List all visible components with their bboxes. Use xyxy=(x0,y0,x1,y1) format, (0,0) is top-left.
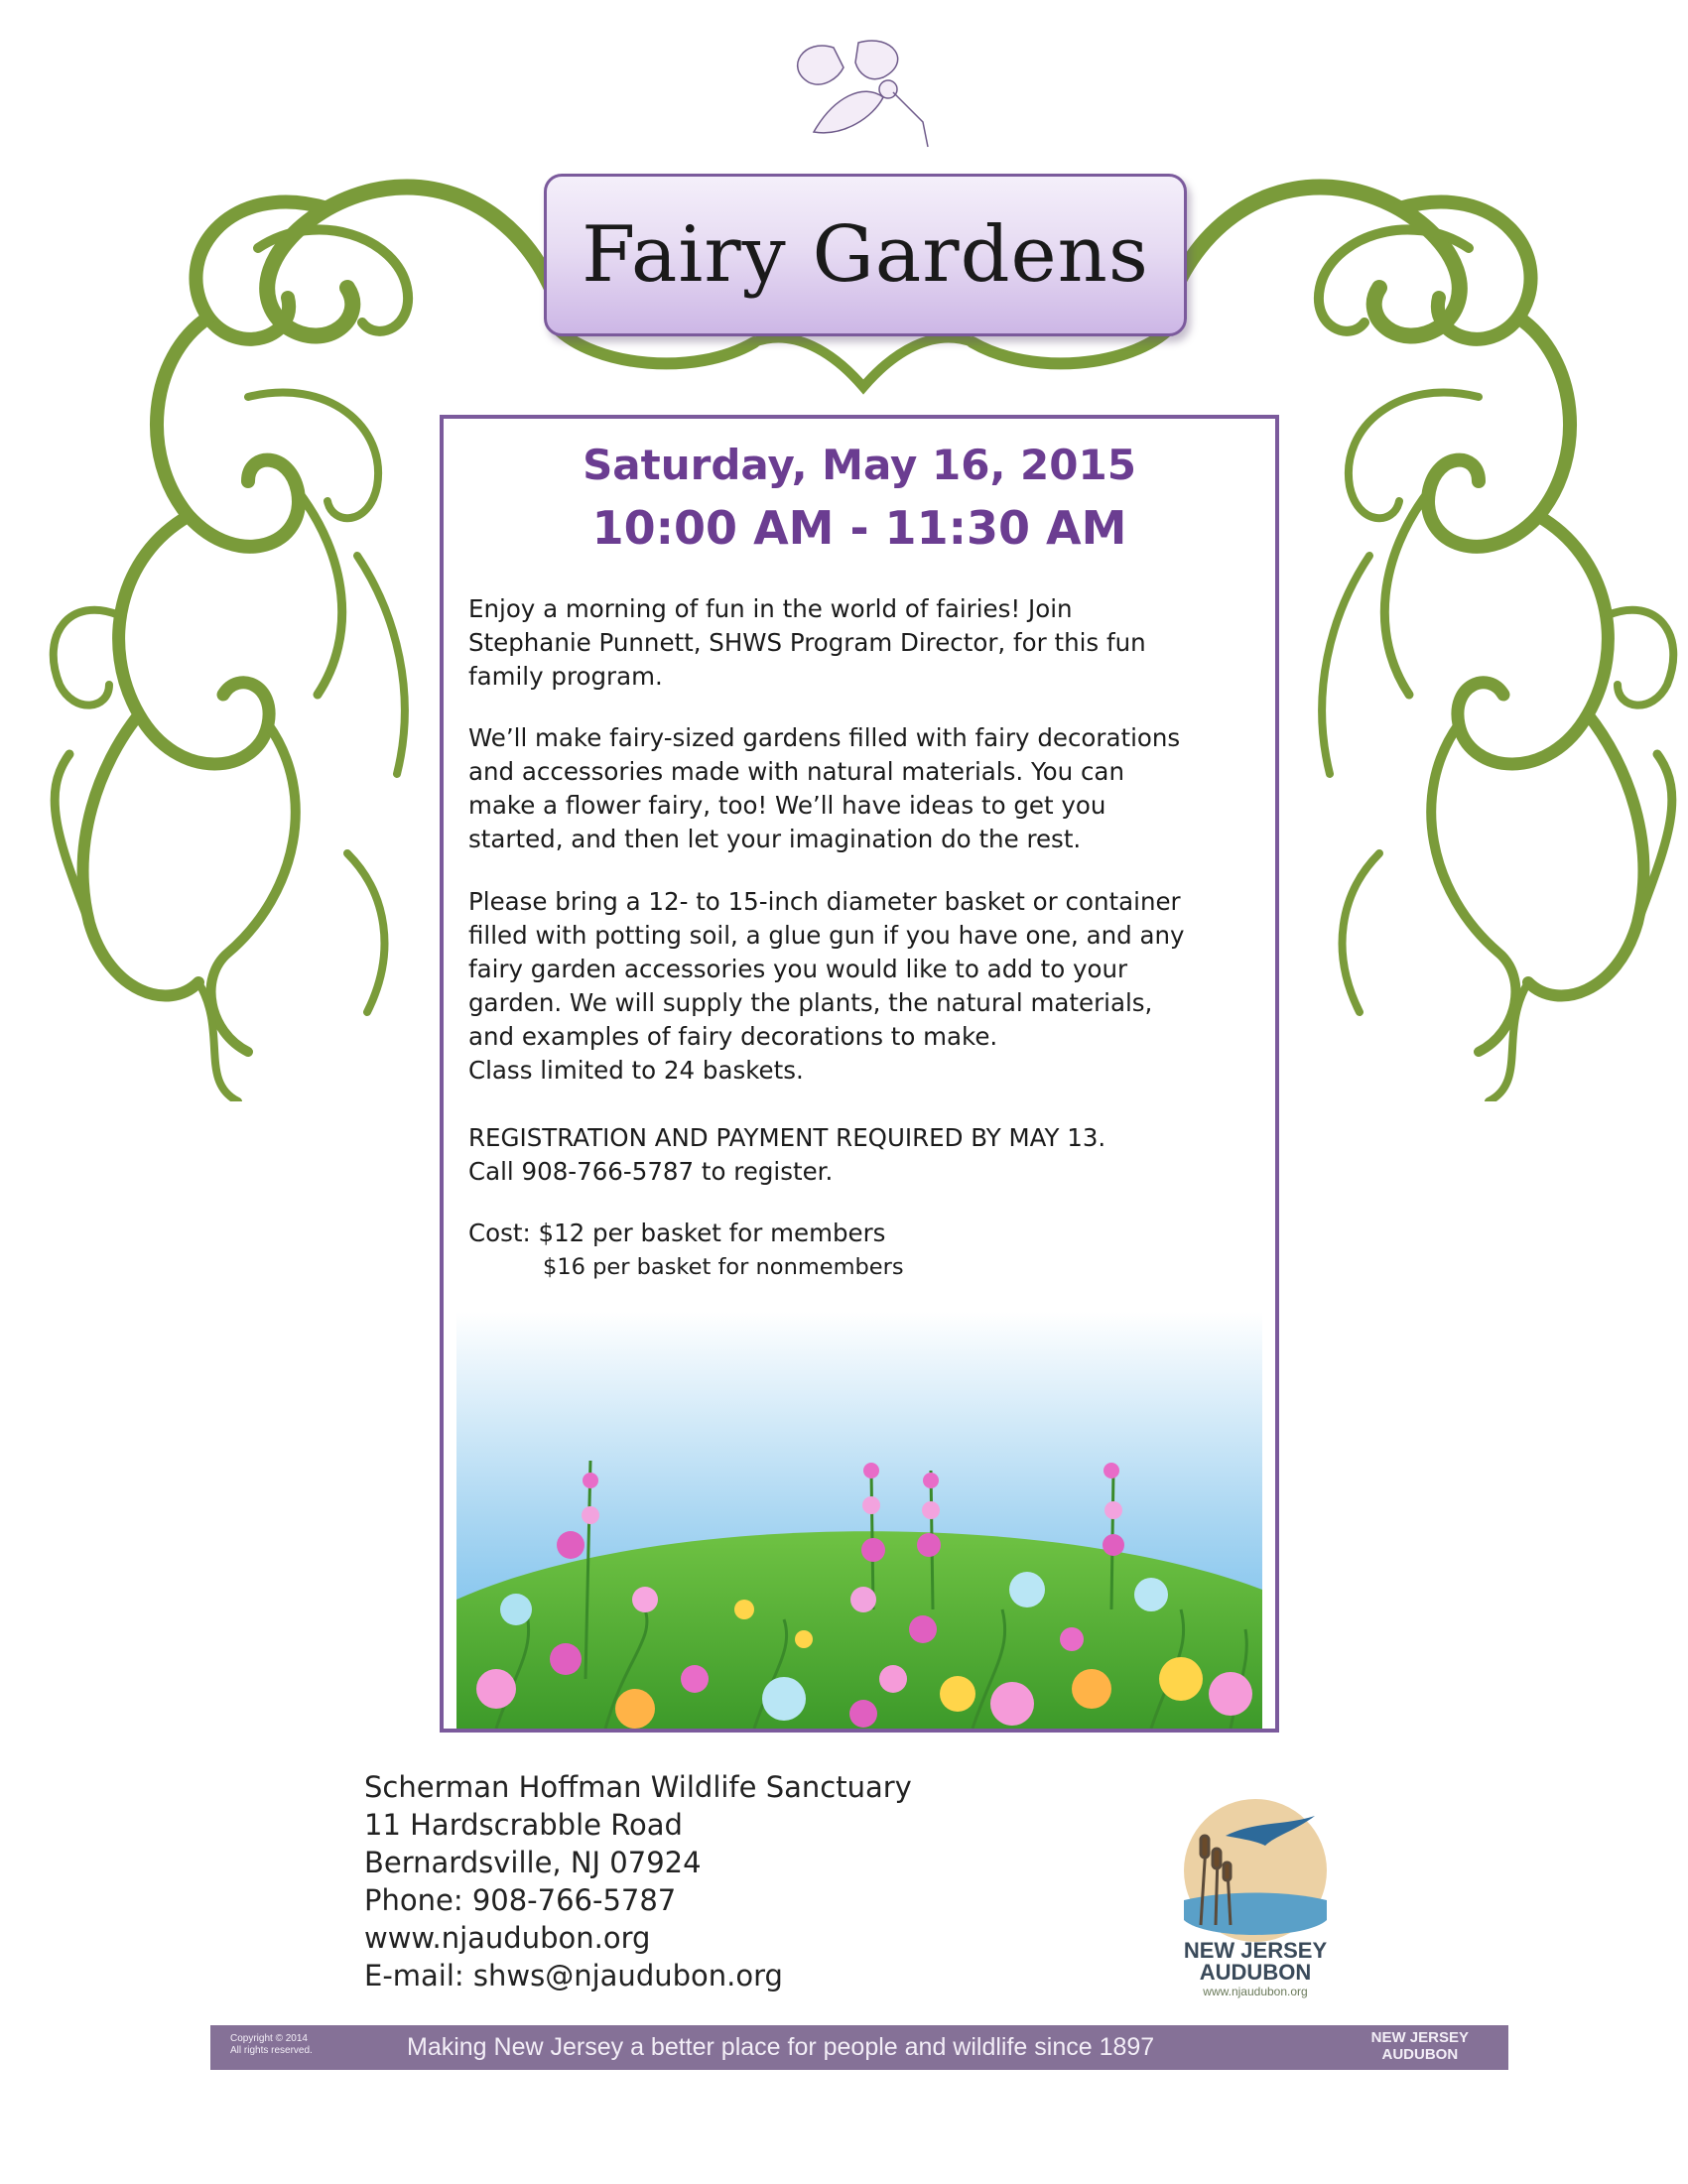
text-line: We’ll make fairy-sized gardens filled with fairy decorations xyxy=(468,723,1181,752)
text-line: Please bring a 12- to 15-inch diameter basket or container xyxy=(468,887,1181,916)
footer-logo-text: NEW JERSEY xyxy=(1370,2029,1469,2046)
text-line: started, and then let your imagination do the rest. xyxy=(468,825,1082,853)
registration-paragraph xyxy=(468,1121,1262,1189)
city-state-zip: Bernardsville, NJ 07924 xyxy=(364,1846,702,1879)
logo-wordmark xyxy=(1141,1940,1369,1984)
text-line: make a flower fairy, too! We’ll have ideas to get you xyxy=(468,791,1106,820)
copyright-notice xyxy=(230,2033,313,2057)
text-line: garden. We will supply the plants, the natural materials, xyxy=(468,988,1153,1017)
email-address[interactable]: E-mail: shws@njaudubon.org xyxy=(364,1959,783,1992)
logo-url: www.njaudubon.org xyxy=(1203,1985,1308,1998)
text-line: Stephanie Punnett, SHWS Program Director, for this fun xyxy=(468,628,1146,657)
flower-garden-illustration xyxy=(456,1312,1262,1729)
footer-tagline: Making New Jersey a better place for people and wildlife since 1897 xyxy=(407,2033,1155,2061)
event-time: 10:00 AM - 11:30 AM xyxy=(591,501,1127,555)
text-line: Call 908-766-5787 to register. xyxy=(468,1157,834,1186)
sanctuary-address xyxy=(364,1768,912,1994)
text-line: REGISTRATION AND PAYMENT REQUIRED BY MAY 13. xyxy=(468,1123,1106,1152)
logo-text: AUDUBON xyxy=(1199,1960,1312,1985)
event-date: Saturday, May 16, 2015 xyxy=(583,441,1136,489)
text-line: fairy garden accessories you would like to add to your xyxy=(468,955,1128,983)
cost-section xyxy=(468,1217,1262,1250)
logo-text: NEW JERSEY xyxy=(1183,1938,1328,1963)
sanctuary-name: Scherman Hoffman Wildlife Sanctuary xyxy=(364,1770,912,1804)
footer-logo-text: AUDUBON xyxy=(1381,2046,1459,2063)
intro-paragraph xyxy=(468,592,1262,694)
website-link[interactable]: www.njaudubon.org xyxy=(364,1921,651,1955)
footer-banner xyxy=(210,2025,1508,2070)
fairy-illustration xyxy=(764,38,963,157)
text-line: filled with potting soil, a glue gun if you have one, and any xyxy=(468,921,1185,950)
text-line: Class limited to 24 baskets. xyxy=(468,1056,804,1085)
copyright-text: All rights reserved. xyxy=(230,2045,313,2056)
activity-paragraph xyxy=(468,721,1262,856)
supplies-paragraph xyxy=(468,885,1262,1088)
title-banner xyxy=(544,174,1187,336)
page-title: Fairy Gardens xyxy=(582,210,1149,300)
text-line: and examples of fairy decorations to make. xyxy=(468,1022,998,1051)
footer-logo xyxy=(1371,2029,1469,2063)
cost-nonmembers: $16 per basket for nonmembers xyxy=(543,1254,904,1280)
text-line: and accessories made with natural materials. You can xyxy=(468,757,1124,786)
text-line: Enjoy a morning of fun in the world of fairies! Join xyxy=(468,594,1073,623)
cost-members: Cost: $12 per basket for members xyxy=(468,1219,886,1247)
phone-number: Phone: 908-766-5787 xyxy=(364,1883,677,1917)
street-address: 11 Hardscrabble Road xyxy=(364,1808,683,1842)
text-line: family program. xyxy=(468,662,663,691)
copyright-text: Copyright © 2014 xyxy=(230,2033,308,2044)
